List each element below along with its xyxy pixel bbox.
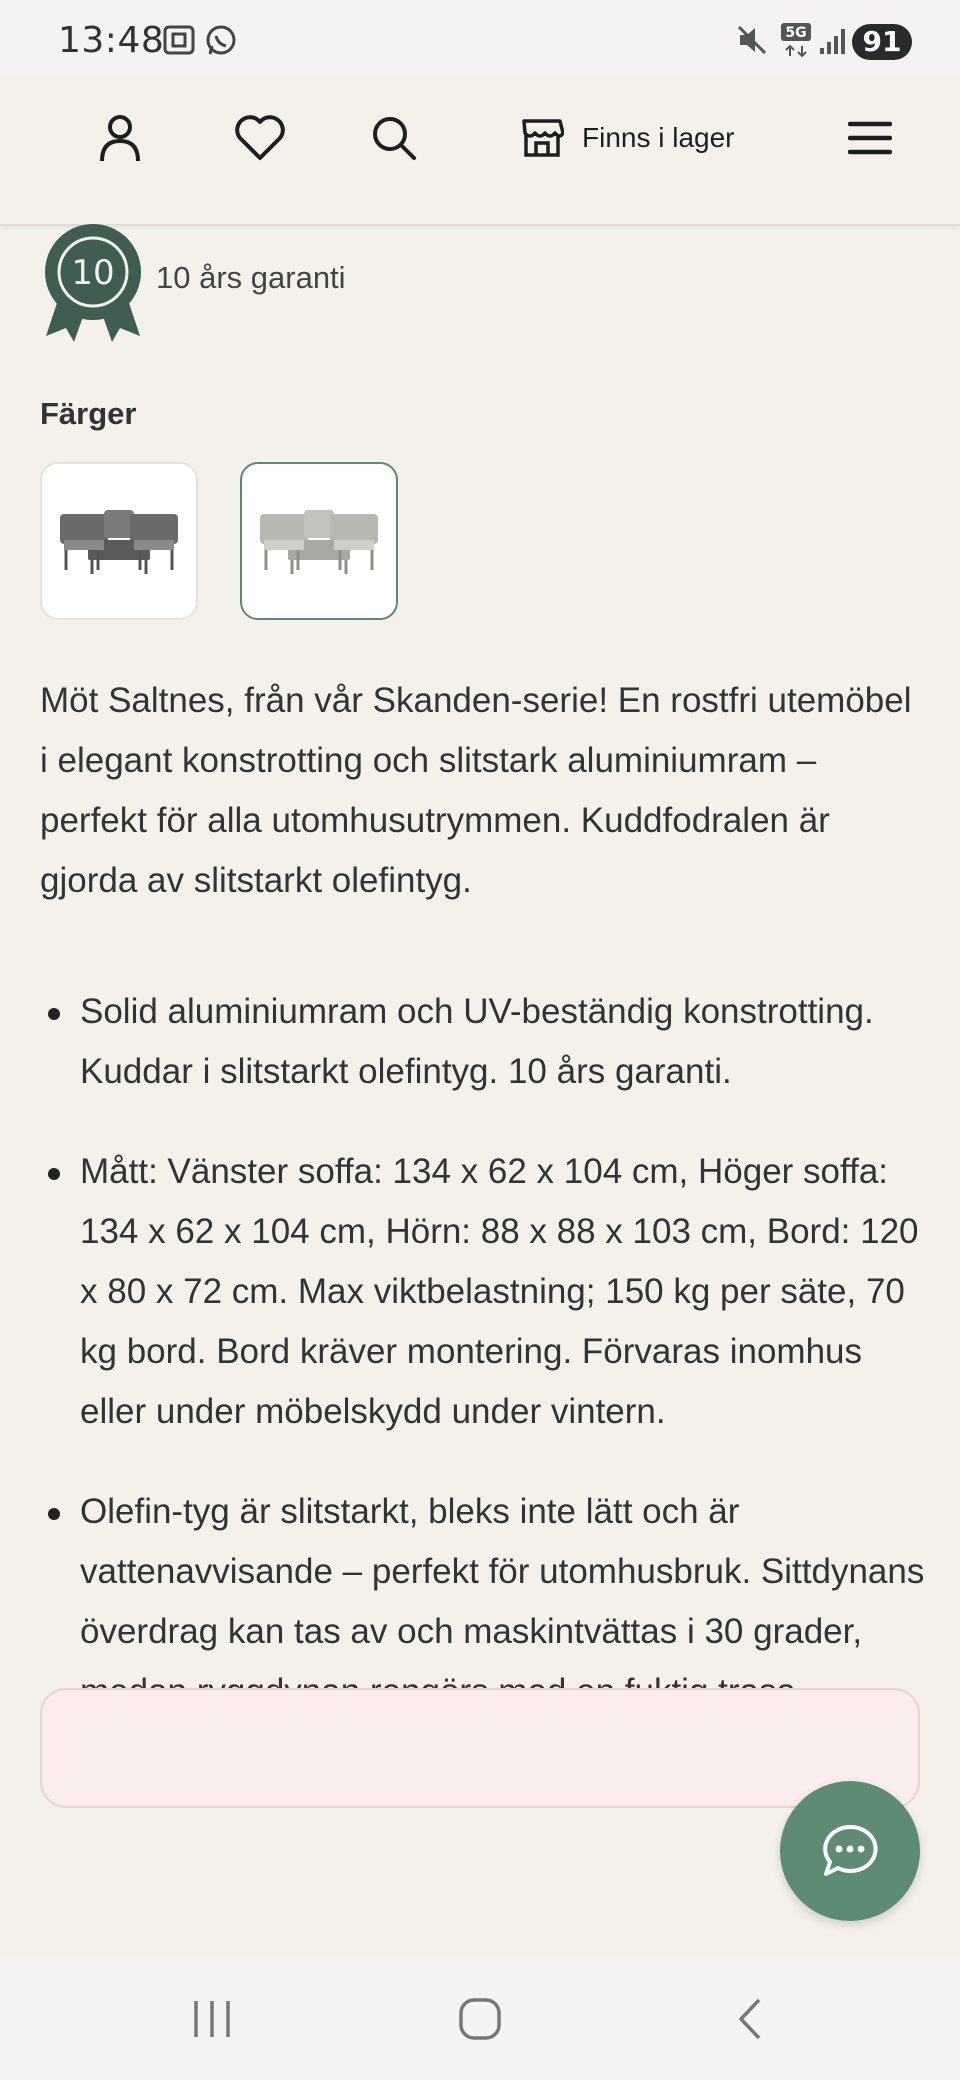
menu-icon <box>848 120 892 156</box>
feature-item: Solid aluminiumram och UV-beständig konstrotting. Kuddar i slitstarkt olefintyg. 10 års garanti. <box>40 982 930 1102</box>
wishlist-button[interactable] <box>230 108 290 168</box>
screenshot-icon <box>162 24 196 61</box>
guarantee-label: 10 års garanti <box>156 260 346 295</box>
chat-bubble-icon <box>818 1821 882 1881</box>
status-bar <box>0 0 960 76</box>
status-time: 13:48 <box>58 20 165 61</box>
stock-label: Finns i lager <box>582 122 735 153</box>
back-icon <box>735 1997 765 2041</box>
recent-apps-icon <box>190 1999 234 2039</box>
svg-text:5G: 5G <box>785 25 807 41</box>
signal-icon <box>818 26 848 61</box>
color-swatch-dark[interactable] <box>40 462 198 620</box>
search-icon <box>370 114 418 162</box>
notice-box <box>40 1688 920 1808</box>
network-5g-icon <box>780 22 814 63</box>
battery-level: 91 <box>852 24 912 60</box>
sofa-dark-image <box>58 506 180 576</box>
guarantee-row <box>40 224 346 342</box>
account-button[interactable] <box>90 108 150 168</box>
colors-title: Färger <box>40 396 137 431</box>
stock-availability-button[interactable] <box>520 104 735 172</box>
feature-item: Mått: Vänster soffa: 134 x 62 x 104 cm, Höger soffa: 134 x 62 x 104 cm, Hörn: 88 x 88 x 103 cm, Bord: 120 x 80 x 72 cm. Max viktbelastning; 150 kg per säte, 70 kg bord. Bord kräver montering. Förvaras inomhus eller under möbelskydd under vintern. <box>40 1142 930 1442</box>
heart-icon <box>234 114 286 162</box>
menu-button[interactable] <box>840 108 900 168</box>
mute-icon <box>736 24 768 61</box>
store-icon <box>520 117 564 159</box>
app-header <box>0 76 960 226</box>
home-button[interactable] <box>450 1989 510 2049</box>
guarantee-badge-icon <box>40 224 146 342</box>
sofa-light-image <box>258 506 380 576</box>
feature-list <box>40 982 930 1762</box>
system-nav-bar <box>0 1959 960 2080</box>
color-swatch-light[interactable] <box>240 462 398 620</box>
whatsapp-icon <box>204 24 238 63</box>
user-icon <box>98 113 142 163</box>
badge-number: 10 <box>71 253 115 293</box>
feature-item: Olefin-tyg är slitstarkt, bleks inte lätt och är vattenavvisande – perfekt för utomhusbruk. Sittdynans överdrag kan tas av och maskintvättas i 30 grader, <box>40 1482 930 1722</box>
home-icon <box>458 1997 502 2041</box>
search-button[interactable] <box>364 108 424 168</box>
chat-button[interactable] <box>780 1781 920 1921</box>
product-description: Möt Saltnes, från vår Skanden-serie! En rostfri utemöbel i elegant konstrotting och slitstark aluminiumram – perfekt för alla utomhusutrymmen. Kuddfodralen är gjorda av slitstarkt olefintyg. <box>40 681 912 900</box>
recent-apps-button[interactable] <box>182 1989 242 2049</box>
back-button[interactable] <box>720 1989 780 2049</box>
